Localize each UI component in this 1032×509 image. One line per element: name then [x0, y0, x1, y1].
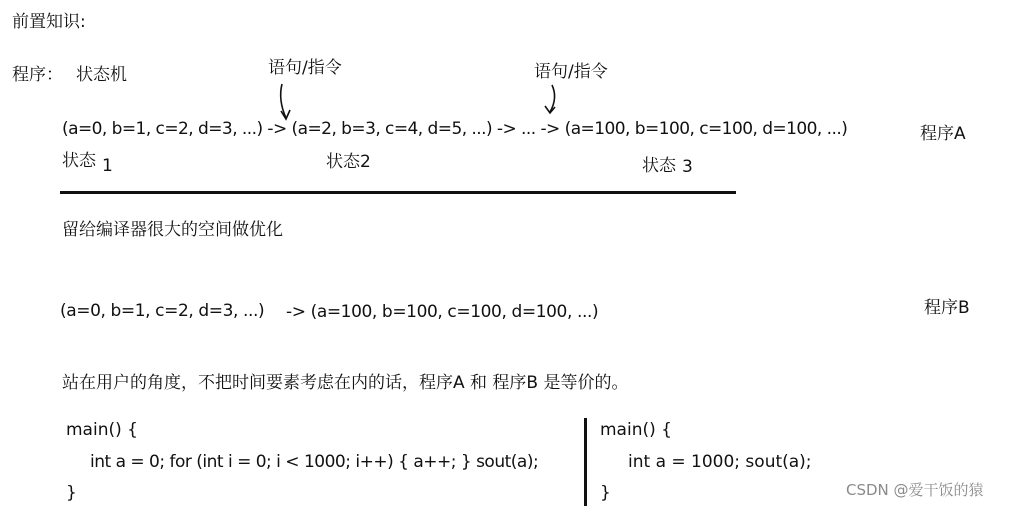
- state-2-label: 状态2: [326, 152, 371, 172]
- code-b-line-3: }: [600, 483, 611, 503]
- state-3-label: 状态 3: [642, 156, 693, 177]
- code-divider: [584, 418, 587, 506]
- prereq-heading: 前置知识:: [12, 12, 86, 32]
- code-a-line-2: int a = 0; for (int i = 0; i < 1000; i++) { a++; } sout(a);: [90, 452, 539, 472]
- code-a-line-1: main() {: [66, 420, 138, 440]
- instruction-annotation-2: 语句/指令: [534, 62, 608, 82]
- program-label: 程序：: [12, 65, 63, 85]
- annotation-arrow-2: [538, 82, 568, 118]
- code-b-line-1: main() {: [600, 420, 672, 440]
- code-b-line-2: int a = 1000; sout(a);: [628, 452, 812, 472]
- state-1-label: 状态 1: [62, 151, 113, 176]
- code-a-line-3: }: [66, 483, 77, 503]
- program-b-label: 程序B: [924, 298, 970, 318]
- section-divider: [60, 191, 736, 194]
- instruction-annotation-1: 语句/指令: [268, 58, 342, 78]
- state-chain-a: (a=0, b=1, c=2, d=3, ...) -> (a=2, b=3, c=4, d=5, ...) -> ... -> (a=100, b=100, c=100, d=100, ...): [62, 119, 848, 139]
- program-a-label: 程序A: [920, 124, 966, 144]
- state-chain-b-start: (a=0, b=1, c=2, d=3, ...): [60, 301, 265, 321]
- watermark: CSDN @爱干饭的猿: [846, 481, 984, 499]
- equivalence-statement: 站在用户的角度，不把时间要素考虑在内的话，程序A 和 程序B 是等价的。: [62, 373, 629, 393]
- state-machine-label: 状态机: [76, 65, 127, 85]
- state-chain-b-end: -> (a=100, b=100, c=100, d=100, ...): [286, 302, 599, 322]
- optimization-note: 留给编译器很大的空间做优化: [62, 220, 283, 240]
